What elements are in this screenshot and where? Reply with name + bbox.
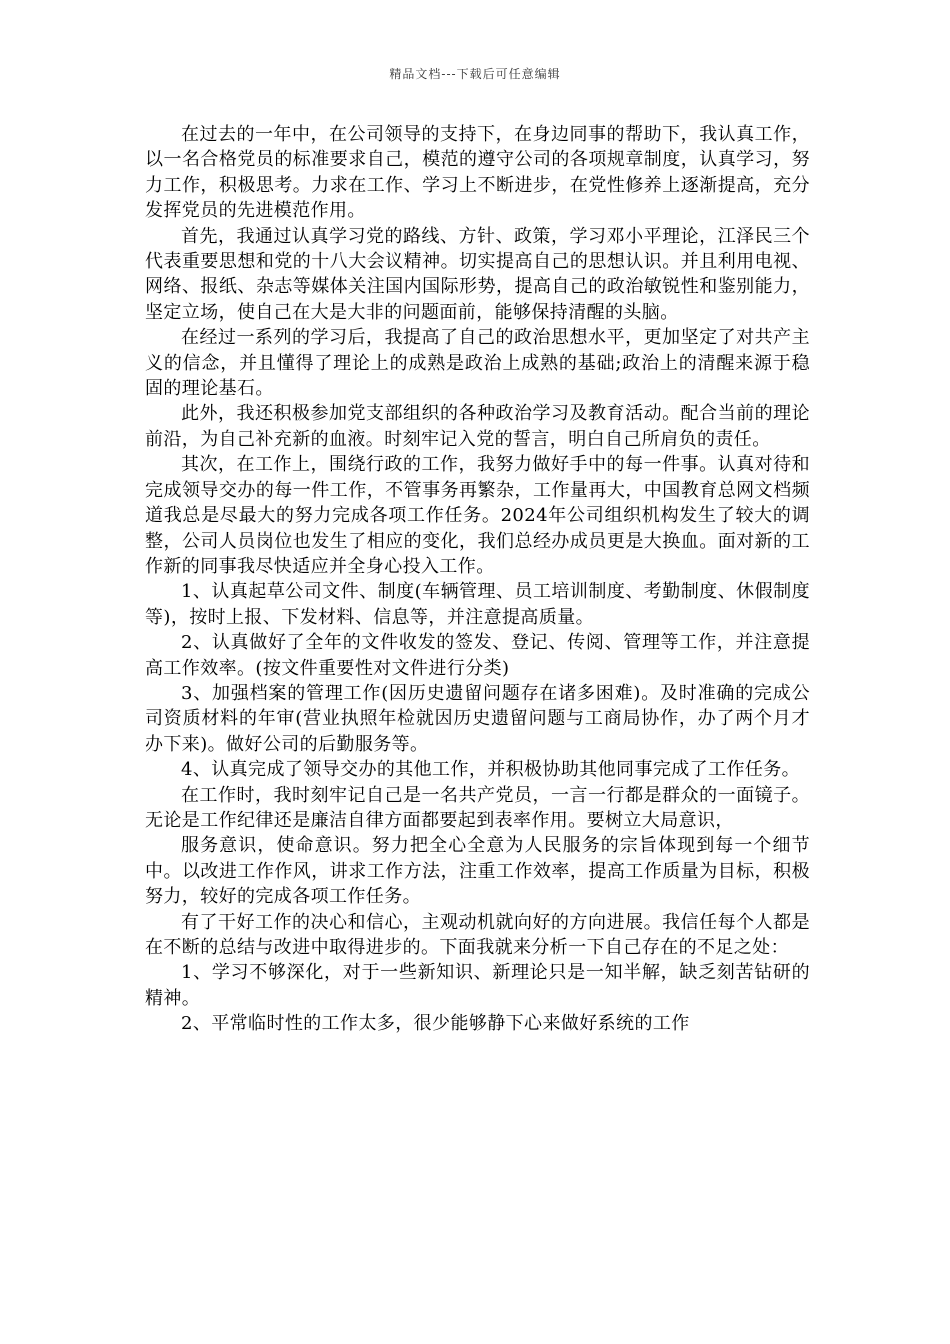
list-item: 2、平常临时性的工作太多，很少能够静下心来做好系统的工作	[181, 1013, 690, 1035]
page-header: 精品文档---下载后可任意编辑	[389, 67, 561, 81]
paragraph: 在工作时，我时刻牢记自己是一名共产党员，一言一行都是群众的一面镜子。无论是工作纪律还是廉洁自律方面都要起到表率作用。要树立大局意识，	[145, 784, 810, 831]
paragraph: 在经过一系列的学习后，我提高了自己的政治思想水平，更加坚定了对共产主义的信念，并且懂得了理论上的成熟是政治上成熟的基础;政治上的清醒来源于稳固的理论基石。	[145, 327, 810, 400]
list-item: 4、认真完成了领导交办的其他工作，并积极协助其他同事完成了工作任务。	[181, 759, 801, 781]
paragraph: 服务意识，使命意识。努力把全心全意为人民服务的宗旨体现到每一个细节中。以改进工作作风，讲求工作方法，注重工作效率，提高工作质量为目标，积极努力，较好的完成各项工作任务。	[145, 835, 810, 908]
list-item: 3、加强档案的管理工作(因历史遗留问题存在诸多困难)。及时准确的完成公司资质材料的年审(营业执照年检就因历史遗留问题与工商局协作，办了两个月才办下来)。做好公司的后勤服务等。	[145, 682, 810, 755]
paragraph: 其次，在工作上，围绕行政的工作，我努力做好手中的每一件事。认真对待和完成领导交办的每一件工作，不管事务再繁杂，工作量再大，中国教育总网文档频道我总是尽最大的努力完成各项工作任务。2024年公司组织机构发生了较大的调整，公司人员岗位也发生了相应的变化，我们总经办成员更是大换血。面对新的工作新的同事我尽快适应并全身心投入工作。	[145, 454, 810, 577]
list-item: 2、认真做好了全年的文件收发的签发、登记、传阅、管理等工作，并注意提高工作效率。(按文件重要性对文件进行分类)	[145, 632, 810, 679]
list-item: 1、认真起草公司文件、制度(车辆管理、员工培训制度、考勤制度、休假制度等)，按时上报、下发材料、信息等，并注意提高质量。	[145, 581, 810, 628]
document-body	[145, 122, 810, 1037]
paragraph: 此外，我还积极参加党支部组织的各种政治学习及教育活动。配合当前的理论前沿，为自己补充新的血液。时刻牢记入党的誓言，明白自己所肩负的责任。	[145, 403, 810, 450]
paragraph: 在过去的一年中，在公司领导的支持下，在身边同事的帮助下，我认真工作，以一名合格党员的标准要求自己，模范的遵守公司的各项规章制度，认真学习，努力工作，积极思考。力求在工作、学习上不断进步，在党性修养上逐渐提高，充分发挥党员的先进模范作用。	[145, 124, 810, 222]
list-item: 1、学习不够深化，对于一些新知识、新理论只是一知半解，缺乏刻苦钻研的精神。	[145, 962, 810, 1009]
paragraph: 有了干好工作的决心和信心，主观动机就向好的方向进展。我信任每个人都是在不断的总结与改进中取得进步的。下面我就来分析一下自己存在的不足之处：	[145, 911, 810, 958]
paragraph: 首先，我通过认真学习党的路线、方针、政策，学习邓小平理论，江泽民三个代表重要思想和党的十八大会议精神。切实提高自己的思想认识。并且利用电视、网络、报纸、杂志等媒体关注国内国际形势，提高自己的政治敏锐性和鉴别能力，坚定立场，使自己在大是大非的问题面前，能够保持清醒的头脑。	[145, 225, 810, 323]
